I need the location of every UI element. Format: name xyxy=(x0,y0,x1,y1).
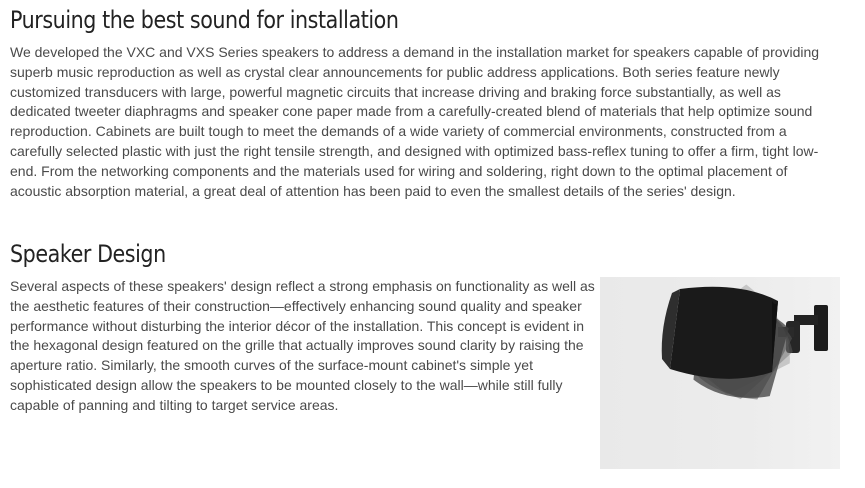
section-body-pursuing: We developed the VXC and VXS Series speakers to address a demand in the installation market for speakers capable of providing superb music reproduction as well as crystal clear announcements for public address applications. Both series feature newly customized transducers with large, powerful magnetic circuits that increase driving and braking force substantially, as well as dedicated tweeter diaphragms and speaker cone paper made from a carefully-created blend of materials that help optimize sound reproduction. Cabinets are built tough to meet the demands of a wide variety of commercial environments, constructed from a carefully selected plastic with just the right tensile strength, and designed with optimized bass-reflex tuning to offer a firm, tight low-end. From the networking components and the materials used for wiring and soldering, right down to the optimal placement of acoustic absorption material, a great deal of attention has been paid to even the smallest details of the series' design. xyxy=(10,44,820,199)
section-heading-pursuing: Pursuing the best sound for installation xyxy=(10,6,399,34)
speaker-photo xyxy=(600,277,840,469)
speaker-illustration xyxy=(600,277,840,469)
section-heading-speaker-design: Speaker Design xyxy=(10,240,166,268)
section-body-speaker-design: Several aspects of these speakers' design reflect a strong emphasis on functionality as well as the aesthetic features of their construction—effectively enhancing sound quality and speaker performance without disturbing the interior décor of the installation. This concept is evident in the hexagonal design featured on the grille that actually improves sound clarity by raising the aperture ratio. Similarly, the smooth curves of the surface-mount cabinet's simple yet sophisticated design allow the speakers to be mounted closely to the wall—while still fully capable of panning and tilting to target service areas. xyxy=(10,278,595,413)
